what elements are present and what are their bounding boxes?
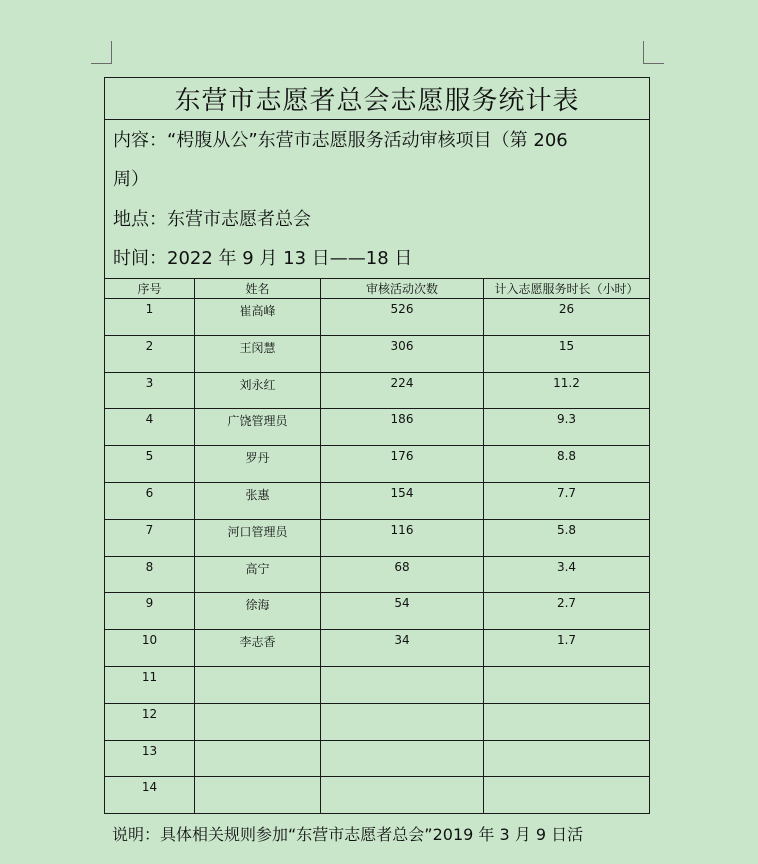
cell-count: 224 (320, 373, 483, 409)
cell-hours (483, 741, 649, 777)
cell-no: 2 (145, 338, 154, 353)
cell-hours: 1.7 (483, 630, 649, 666)
cell-hours (483, 667, 649, 703)
cell-count: 154 (320, 483, 483, 519)
cell-hours: 26 (483, 299, 649, 335)
cell-name: 河口管理员 (194, 520, 320, 556)
table-row (105, 409, 649, 446)
cell-no: 5 (145, 449, 154, 464)
table-row (105, 704, 649, 741)
cell-name: 李志香 (194, 630, 320, 666)
cell-count: 306 (320, 336, 483, 372)
cell-count: 54 (320, 593, 483, 629)
cell-count: 116 (320, 520, 483, 556)
header-hours: 计入志愿服务时长（小时） (483, 279, 649, 298)
header-count: 审核活动次数 (320, 279, 483, 298)
header-name: 姓名 (194, 279, 320, 298)
cell-no: 3 (145, 375, 154, 390)
table-row (105, 483, 649, 520)
cell-no: 4 (145, 412, 154, 427)
cell-name: 崔高峰 (194, 299, 320, 335)
cell-no: 12 (141, 706, 158, 721)
table-row (105, 557, 649, 594)
cell-no: 11 (141, 669, 158, 684)
cell-hours: 9.3 (483, 409, 649, 445)
table-header-row (105, 279, 649, 299)
table-row (105, 520, 649, 557)
cell-no: 1 (145, 302, 154, 316)
cell-count: 186 (320, 409, 483, 445)
cell-name: 罗丹 (194, 446, 320, 482)
cell-name (194, 741, 320, 777)
statistics-table (104, 77, 650, 814)
table-row (105, 446, 649, 483)
cell-count (320, 704, 483, 740)
cell-hours: 3.4 (483, 557, 649, 593)
cell-no: 10 (141, 633, 158, 648)
cell-name: 高宁 (194, 557, 320, 593)
table-row (105, 593, 649, 630)
cell-name: 刘永红 (194, 373, 320, 409)
location-line: 地点：东营市志愿者总会 (113, 209, 311, 230)
table-row (105, 336, 649, 373)
cell-count: 176 (320, 446, 483, 482)
cell-hours: 8.8 (483, 446, 649, 482)
crop-mark-top-right (643, 41, 664, 64)
table-row (105, 299, 649, 336)
table-body (105, 299, 649, 814)
document-title: 东营市志愿者总会志愿服务统计表 (105, 78, 649, 120)
cell-name (194, 777, 320, 814)
cell-no: 13 (141, 743, 158, 758)
content-line-1: 内容：“枵腹从公”东营市志愿服务活动审核项目（第 206 (113, 130, 568, 151)
cell-name (194, 704, 320, 740)
cell-count (320, 777, 483, 814)
table-row (105, 777, 649, 814)
cell-no: 7 (145, 522, 154, 537)
cell-hours: 2.7 (483, 593, 649, 629)
cell-count: 68 (320, 557, 483, 593)
cell-no: 8 (145, 559, 154, 574)
cell-no: 6 (145, 485, 154, 500)
cell-name: 张惠 (194, 483, 320, 519)
cell-name: 王闵慧 (194, 336, 320, 372)
cell-hours (483, 704, 649, 740)
header-no: 序号 (137, 282, 162, 296)
table-row (105, 667, 649, 704)
cell-no: 14 (141, 780, 158, 795)
cell-count: 34 (320, 630, 483, 666)
time-line: 时间：2022 年 9 月 13 日——18 日 (113, 248, 413, 269)
table-row (105, 373, 649, 410)
footer-note: 说明：具体相关规则参加“东营市志愿者总会”2019 年 3 月 9 日活 (112, 825, 584, 844)
cell-count: 526 (320, 299, 483, 335)
info-section (105, 120, 649, 279)
table-row (105, 630, 649, 667)
cell-hours: 5.8 (483, 520, 649, 556)
cell-count (320, 741, 483, 777)
table-row (105, 741, 649, 778)
cell-no: 9 (145, 596, 154, 611)
cell-name: 徐海 (194, 593, 320, 629)
content-line-2: 周） (113, 169, 149, 190)
cell-name: 广饶管理员 (194, 409, 320, 445)
cell-hours (483, 777, 649, 814)
cell-hours: 7.7 (483, 483, 649, 519)
cell-hours: 11.2 (483, 373, 649, 409)
cell-name (194, 667, 320, 703)
cell-count (320, 667, 483, 703)
crop-mark-top-left (91, 41, 112, 64)
cell-hours: 15 (483, 336, 649, 372)
